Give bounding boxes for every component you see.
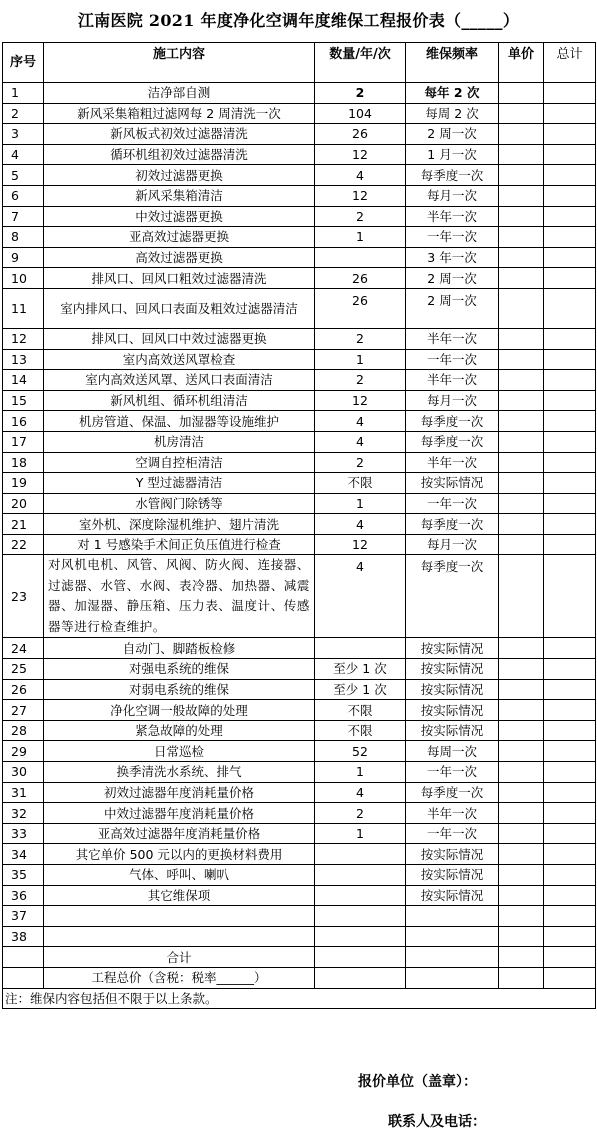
table-row	[3, 803, 596, 824]
row-frequency: 半年一次	[406, 206, 499, 227]
row-quantity: 4	[315, 431, 406, 452]
row-number: 16	[3, 411, 44, 432]
row-quantity: 26	[315, 268, 406, 289]
row-unit-price	[499, 431, 544, 452]
row-unit-price	[499, 885, 544, 906]
table-row	[3, 679, 596, 700]
row-unit-price	[499, 534, 544, 555]
row-task: 中效过滤器年度消耗量价格	[44, 803, 315, 824]
row-frequency: 按实际情况	[406, 700, 499, 721]
row-number: 6	[3, 185, 44, 206]
row-unit-price	[499, 782, 544, 803]
row-task: 其它维保项	[44, 885, 315, 906]
row-unit-price	[499, 247, 544, 268]
row-frequency: 每季度一次	[406, 411, 499, 432]
row-number: 10	[3, 268, 44, 289]
table-row	[3, 349, 596, 370]
table-row	[3, 865, 596, 886]
table-row	[3, 473, 596, 494]
row-total	[544, 741, 596, 762]
row-unit-price	[499, 659, 544, 680]
row-total	[544, 638, 596, 659]
table-row	[3, 762, 596, 783]
row-quantity: 不限	[315, 720, 406, 741]
row-task: 换季清洗水系统、排气	[44, 762, 315, 783]
row-total	[544, 926, 596, 947]
row-unit-price	[499, 288, 544, 328]
row-frequency: 每季度一次	[406, 165, 499, 186]
row-quantity: 4	[315, 555, 406, 638]
table-row	[3, 227, 596, 248]
row-task: 自动门、脚踏板检修	[44, 638, 315, 659]
row-total	[544, 390, 596, 411]
table-row	[3, 328, 596, 349]
row-quantity: 12	[315, 390, 406, 411]
table-row	[3, 288, 596, 328]
row-total	[544, 762, 596, 783]
row-task: 紧急故障的处理	[44, 720, 315, 741]
row-total	[544, 885, 596, 906]
row-task: 洁净部自测	[44, 83, 315, 104]
row-total	[544, 124, 596, 145]
row-quantity: 2	[315, 328, 406, 349]
row-total	[544, 473, 596, 494]
table-row	[3, 247, 596, 268]
table-row	[3, 823, 596, 844]
row-total	[544, 83, 596, 104]
row-total	[544, 659, 596, 680]
row-frequency: 半年一次	[406, 803, 499, 824]
row-total	[544, 328, 596, 349]
row-total	[544, 411, 596, 432]
row-number: 35	[3, 865, 44, 886]
row-total	[544, 144, 596, 165]
row-quantity: 26	[315, 124, 406, 145]
grand-total-label: 工程总价（含税：税率______）	[44, 967, 315, 988]
row-total	[544, 370, 596, 391]
row-unit-price	[499, 741, 544, 762]
row-number: 12	[3, 328, 44, 349]
row-quantity: 1	[315, 227, 406, 248]
row-unit-price	[499, 370, 544, 391]
table-row	[3, 782, 596, 803]
table-row	[3, 431, 596, 452]
row-number: 21	[3, 514, 44, 535]
row-frequency: 2 周一次	[406, 268, 499, 289]
row-unit-price	[499, 390, 544, 411]
row-frequency: 2 周一次	[406, 288, 499, 328]
row-total	[544, 288, 596, 328]
table-row	[3, 124, 596, 145]
row-frequency: 一年一次	[406, 493, 499, 514]
row-task: 日常巡检	[44, 741, 315, 762]
row-frequency: 1 月一次	[406, 144, 499, 165]
row-unit-price	[499, 268, 544, 289]
row-unit-price	[499, 803, 544, 824]
row-task: 亚高效过滤器年度消耗量价格	[44, 823, 315, 844]
row-quantity: 26	[315, 288, 406, 328]
table-row	[3, 390, 596, 411]
row-frequency: 每季度一次	[406, 431, 499, 452]
row-task: 中效过滤器更换	[44, 206, 315, 227]
row-frequency: 每季度一次	[406, 782, 499, 803]
table-row	[3, 700, 596, 721]
row-total	[544, 700, 596, 721]
row-total	[544, 349, 596, 370]
row-unit-price	[499, 328, 544, 349]
row-frequency: 按实际情况	[406, 659, 499, 680]
row-number: 4	[3, 144, 44, 165]
row-task: 气体、呼叫、喇叭	[44, 865, 315, 886]
row-task: 室内高效送风罩检查	[44, 349, 315, 370]
row-frequency: 按实际情况	[406, 720, 499, 741]
row-frequency: 一年一次	[406, 823, 499, 844]
row-quantity: 不限	[315, 700, 406, 721]
row-task: 净化空调一般故障的处理	[44, 700, 315, 721]
row-total	[544, 782, 596, 803]
row-quantity: 52	[315, 741, 406, 762]
row-unit-price	[499, 165, 544, 186]
row-task: 高效过滤器更换	[44, 247, 315, 268]
header-freq: 维保频率	[406, 43, 499, 83]
row-total	[544, 823, 596, 844]
row-unit-price	[499, 452, 544, 473]
header-unit-price: 单价	[499, 43, 544, 83]
row-quantity: 12	[315, 185, 406, 206]
row-number: 17	[3, 431, 44, 452]
row-task: 初效过滤器年度消耗量价格	[44, 782, 315, 803]
row-frequency: 按实际情况	[406, 865, 499, 886]
header-task: 施工内容	[44, 43, 315, 83]
row-total	[544, 555, 596, 638]
row-quantity	[315, 926, 406, 947]
table-row	[3, 165, 596, 186]
row-number: 33	[3, 823, 44, 844]
row-frequency: 一年一次	[406, 762, 499, 783]
table-row	[3, 370, 596, 391]
row-task: 水管阀门除锈等	[44, 493, 315, 514]
row-number: 38	[3, 926, 44, 947]
row-number: 31	[3, 782, 44, 803]
quote-unit-label: 报价单位（盖章）：	[358, 1074, 477, 1090]
table-row	[3, 514, 596, 535]
row-quantity	[315, 247, 406, 268]
row-task: 对强电系统的维保	[44, 659, 315, 680]
row-total	[544, 268, 596, 289]
row-number: 18	[3, 452, 44, 473]
row-number: 19	[3, 473, 44, 494]
row-total	[544, 227, 596, 248]
row-unit-price	[499, 762, 544, 783]
row-task: 室内排风口、回风口表面及粗效过滤器清洁	[44, 288, 315, 328]
quotation-table	[2, 42, 596, 1009]
row-unit-price	[499, 906, 544, 927]
row-frequency: 2 周一次	[406, 124, 499, 145]
row-task: 新风采集箱粗过滤网每 2 周清洗一次	[44, 103, 315, 124]
row-number: 2	[3, 103, 44, 124]
row-number: 11	[3, 288, 44, 328]
table-row	[3, 144, 596, 165]
table-row	[3, 906, 596, 927]
row-task: 排风口、回风口粗效过滤器清洗	[44, 268, 315, 289]
table-row	[3, 555, 596, 638]
row-total	[544, 844, 596, 865]
contact-label: 联系人及电话：	[388, 1114, 486, 1130]
row-quantity: 2	[315, 206, 406, 227]
row-task: 其它单价 500 元以内的更换材料费用	[44, 844, 315, 865]
table-row	[3, 720, 596, 741]
row-unit-price	[499, 185, 544, 206]
row-unit-price	[499, 679, 544, 700]
row-task: 空调自控柜清洁	[44, 452, 315, 473]
row-quantity: 至少 1 次	[315, 679, 406, 700]
row-task: 机房管道、保温、加湿器等设施维护	[44, 411, 315, 432]
row-quantity: 12	[315, 534, 406, 555]
row-number: 20	[3, 493, 44, 514]
row-quantity: 1	[315, 762, 406, 783]
row-task: 室外机、深度除湿机维护、翅片清洗	[44, 514, 315, 535]
row-total	[544, 165, 596, 186]
row-total	[544, 534, 596, 555]
row-unit-price	[499, 493, 544, 514]
row-number: 26	[3, 679, 44, 700]
row-unit-price	[499, 411, 544, 432]
row-quantity: 2	[315, 452, 406, 473]
row-total	[544, 679, 596, 700]
table-row	[3, 885, 596, 906]
row-number: 14	[3, 370, 44, 391]
table-row	[3, 411, 596, 432]
row-quantity: 12	[315, 144, 406, 165]
row-frequency: 每年 2 次	[406, 83, 499, 104]
row-number: 5	[3, 165, 44, 186]
row-unit-price	[499, 124, 544, 145]
row-number: 13	[3, 349, 44, 370]
row-number: 24	[3, 638, 44, 659]
row-unit-price	[499, 103, 544, 124]
row-total	[544, 865, 596, 886]
row-number: 30	[3, 762, 44, 783]
row-unit-price	[499, 206, 544, 227]
row-quantity	[315, 906, 406, 927]
row-number: 32	[3, 803, 44, 824]
row-unit-price	[499, 227, 544, 248]
row-quantity: 4	[315, 514, 406, 535]
row-total	[544, 514, 596, 535]
row-total	[544, 206, 596, 227]
row-total	[544, 803, 596, 824]
row-number: 8	[3, 227, 44, 248]
row-number: 29	[3, 741, 44, 762]
row-task: 对风机电机、风管、风阀、防火阀、连接器、过滤器、水管、水阀、表冷器、加热器、减震器、加湿器、静压箱、压力表、温度计、传感器等进行检查维护。	[44, 555, 315, 638]
row-quantity: 1	[315, 493, 406, 514]
table-row	[3, 83, 596, 104]
header-no: 序号	[3, 43, 44, 83]
row-frequency: 按实际情况	[406, 885, 499, 906]
row-number: 25	[3, 659, 44, 680]
row-task: 室内高效送风罩、送风口表面清洁	[44, 370, 315, 391]
row-frequency: 每季度一次	[406, 555, 499, 638]
row-unit-price	[499, 514, 544, 535]
row-frequency	[406, 926, 499, 947]
row-total	[544, 720, 596, 741]
row-quantity: 2	[315, 370, 406, 391]
row-quantity	[315, 885, 406, 906]
row-total	[544, 493, 596, 514]
row-frequency: 每季度一次	[406, 514, 499, 535]
table-header-row	[3, 43, 596, 83]
row-unit-price	[499, 473, 544, 494]
grand-total-row	[3, 967, 596, 988]
row-number: 3	[3, 124, 44, 145]
row-task: 排风口、回风口中效过滤器更换	[44, 328, 315, 349]
row-frequency: 按实际情况	[406, 844, 499, 865]
row-number: 34	[3, 844, 44, 865]
row-number: 1	[3, 83, 44, 104]
table-row	[3, 659, 596, 680]
row-task: 新风板式初效过滤器清洗	[44, 124, 315, 145]
row-task	[44, 906, 315, 927]
row-quantity: 4	[315, 411, 406, 432]
row-task: 新风机组、循环机组清洁	[44, 390, 315, 411]
row-total	[544, 103, 596, 124]
row-total	[544, 185, 596, 206]
row-number: 23	[3, 555, 44, 638]
row-unit-price	[499, 144, 544, 165]
row-quantity: 4	[315, 165, 406, 186]
row-quantity	[315, 638, 406, 659]
row-frequency: 按实际情况	[406, 473, 499, 494]
row-total	[544, 431, 596, 452]
table-row	[3, 534, 596, 555]
row-frequency: 按实际情况	[406, 679, 499, 700]
row-frequency: 半年一次	[406, 452, 499, 473]
row-quantity: 4	[315, 782, 406, 803]
row-quantity: 2	[315, 83, 406, 104]
row-task: 新风采集箱清洁	[44, 185, 315, 206]
header-total: 总计	[544, 43, 596, 83]
row-unit-price	[499, 865, 544, 886]
row-total	[544, 247, 596, 268]
row-unit-price	[499, 700, 544, 721]
row-unit-price	[499, 349, 544, 370]
row-number: 22	[3, 534, 44, 555]
row-quantity: 1	[315, 823, 406, 844]
row-quantity: 不限	[315, 473, 406, 494]
row-quantity: 104	[315, 103, 406, 124]
row-number: 15	[3, 390, 44, 411]
row-frequency: 一年一次	[406, 227, 499, 248]
row-frequency: 每周一次	[406, 741, 499, 762]
table-row	[3, 206, 596, 227]
row-frequency: 按实际情况	[406, 638, 499, 659]
table-note: 注：维保内容包括但不限于以上条款。	[3, 988, 596, 1009]
subtotal-label: 合计	[44, 947, 315, 968]
row-frequency: 每月一次	[406, 185, 499, 206]
row-number: 37	[3, 906, 44, 927]
row-unit-price	[499, 638, 544, 659]
table-row	[3, 844, 596, 865]
table-row	[3, 741, 596, 762]
row-task: 亚高效过滤器更换	[44, 227, 315, 248]
table-row	[3, 926, 596, 947]
row-number: 7	[3, 206, 44, 227]
row-task: 对 1 号感染手术间正负压值进行检查	[44, 534, 315, 555]
row-frequency: 3 年一次	[406, 247, 499, 268]
row-unit-price	[499, 720, 544, 741]
row-frequency: 每周 2 次	[406, 103, 499, 124]
row-frequency: 半年一次	[406, 370, 499, 391]
row-quantity: 至少 1 次	[315, 659, 406, 680]
row-total	[544, 452, 596, 473]
row-task: 机房清洁	[44, 431, 315, 452]
subtotal-row	[3, 947, 596, 968]
row-task: Y 型过滤器清洁	[44, 473, 315, 494]
row-number: 36	[3, 885, 44, 906]
row-number: 28	[3, 720, 44, 741]
row-unit-price	[499, 926, 544, 947]
row-unit-price	[499, 823, 544, 844]
table-row	[3, 452, 596, 473]
row-number: 9	[3, 247, 44, 268]
row-unit-price	[499, 555, 544, 638]
table-row	[3, 103, 596, 124]
header-qty: 数量/年/次	[315, 43, 406, 83]
row-frequency	[406, 906, 499, 927]
row-quantity	[315, 844, 406, 865]
row-frequency: 每月一次	[406, 534, 499, 555]
row-task: 对弱电系统的维保	[44, 679, 315, 700]
row-quantity: 2	[315, 803, 406, 824]
row-frequency: 每月一次	[406, 390, 499, 411]
note-row	[3, 988, 596, 1009]
table-row	[3, 638, 596, 659]
row-quantity: 1	[315, 349, 406, 370]
table-row	[3, 185, 596, 206]
row-number: 27	[3, 700, 44, 721]
row-quantity	[315, 865, 406, 886]
row-frequency: 一年一次	[406, 349, 499, 370]
row-unit-price	[499, 844, 544, 865]
row-frequency: 半年一次	[406, 328, 499, 349]
row-task: 循环机组初效过滤器清洗	[44, 144, 315, 165]
table-row	[3, 493, 596, 514]
row-total	[544, 906, 596, 927]
table-row	[3, 268, 596, 289]
row-task	[44, 926, 315, 947]
table-body	[3, 83, 596, 947]
page-title: 江南医院 2021 年度净化空调年度维保工程报价表（_____）	[77, 11, 520, 30]
row-unit-price	[499, 83, 544, 104]
row-task: 初效过滤器更换	[44, 165, 315, 186]
